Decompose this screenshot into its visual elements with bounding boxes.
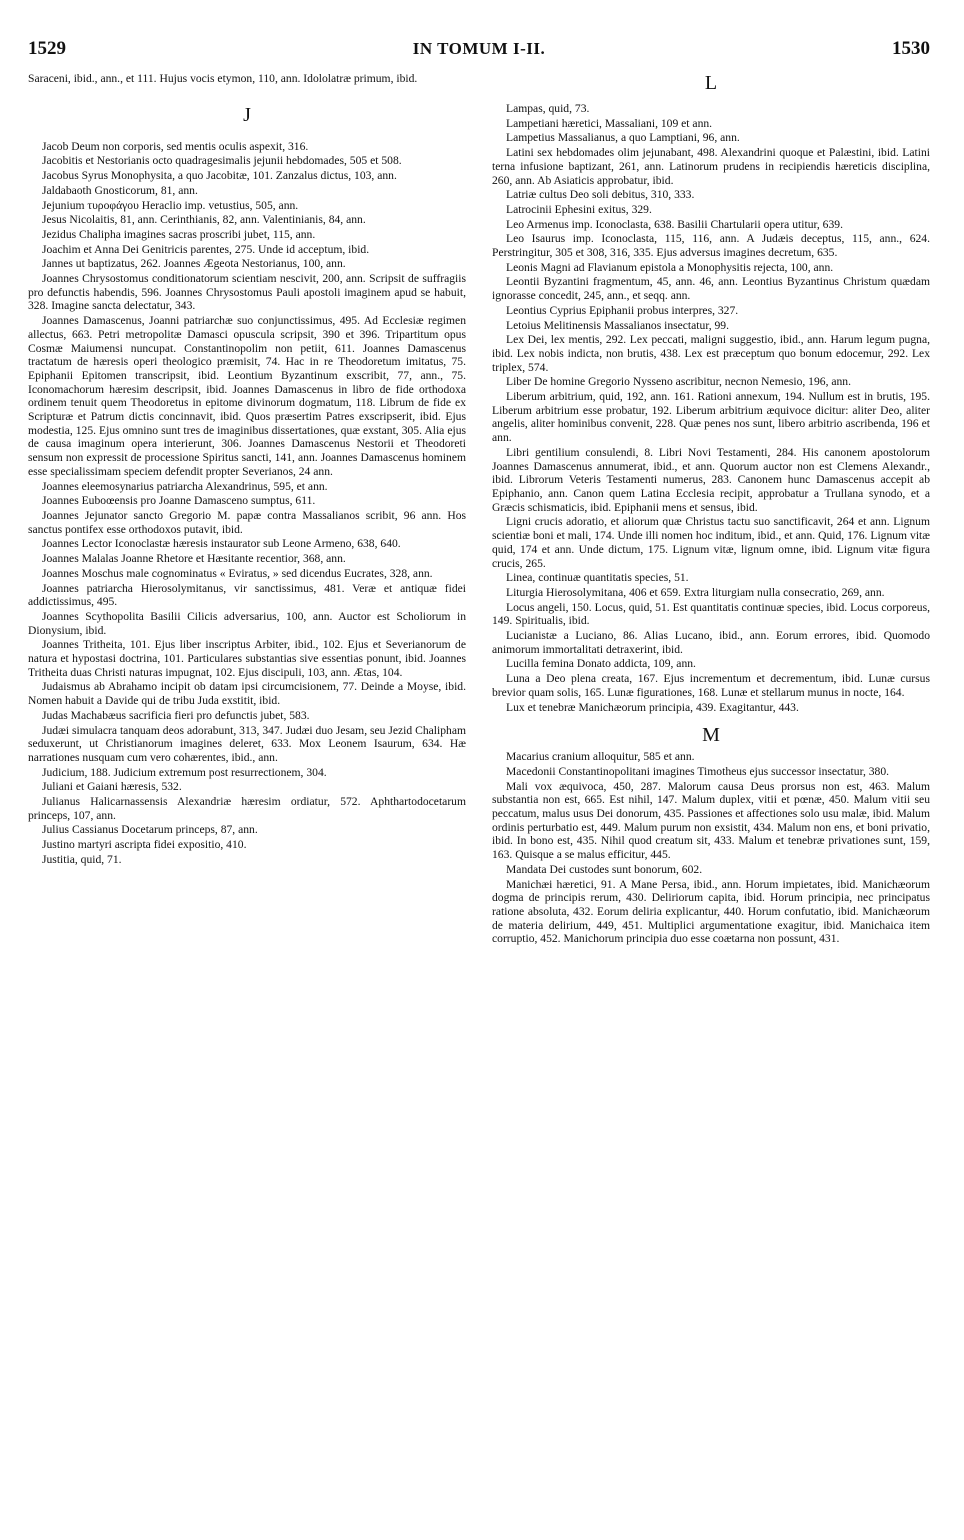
index-entry: Leontii Byzantini fragmentum, 45, ann. 46, ann. Leontius Byzantinus Christum quædam ignorasse concedit, 245, ann., et seqq. ann. <box>492 275 930 303</box>
index-entry: Judas Machabæus sacrificia fieri pro defunctis jubet, 583. <box>42 708 310 722</box>
section-letter: M <box>702 724 720 747</box>
index-entry: Jejunium τυροφάγου Heraclio imp. vetustius, 505, ann. <box>42 198 299 212</box>
index-entry: Ligni crucis adoratio, et aliorum quæ Christus tactu suo sanctificavit, 264 et ann. Lignum scientiæ boni et mali, 174. Unde illi nomen hoc inditum, ibid., et ann. Quid, 176. Lignum vitæ quid, 174 et ann. Unde dictum, 175. Lignum vitæ, lignum omne, ibid. Lignum vitæ figura crucis, 265. <box>492 515 930 570</box>
index-entry: Mali vox æquivoca, 450, 287. Malorum causa Deus prorsus non est, 463. Malum substantia non est, 665. Est nihil, 147. Malum duplex, vitii et pœnæ, 450. Malum vitii seu peccatum, malus usus Dei donorum, 435. Passiones et affectiones solo usu malæ, ibid. Malum ordinis perturbatio est, 449. Malum purum non exsistit, 434. Malum non ens, et boni privatio, ibid. In bono est, 435. Nihil quod creatum sit, 433. Malum et tenebræ privationes sunt, 159, 163. Quisque a se malus efficitur, 445. <box>492 779 930 862</box>
index-entry: Liturgia Hierosolymitana, 406 et 659. Extra liturgiam nulla consecratio, 269, ann. <box>506 585 885 599</box>
section-letter: J <box>243 103 251 126</box>
index-entry: Liberum arbitrium, quid, 192, ann. 161. Rationi annexum, 194. Nullum est in brutis, 195. Liberum arbitrium esse probatur, 192. Liberum arbitrium æquivoce dicitur: aliter Deo, aliter angelis, aliter hominibus convenit, 228. Quæ penes nos sunt, libero arbitrio ascribenda, 196 et ann. <box>492 390 930 445</box>
left-column <box>28 72 466 868</box>
page-number-left: 1529 <box>28 38 66 59</box>
index-entry: Jezidus Chalipha imagines sacras proscribi jubet, 115, ann. <box>42 227 316 241</box>
index-entry: Lux et tenebræ Manichæorum principia, 439. Exagitantur, 443. <box>506 700 799 714</box>
index-entry: Saraceni, ibid., ann., et 111. Hujus vocis etymon, 110, ann. Idololatræ primum, ibid. <box>28 72 418 85</box>
index-entry: Locus angeli, 150. Locus, quid, 51. Est quantitatis continuæ species, ibid. Locus corporeus, 149. Spiritualis, ibid. <box>492 600 930 628</box>
index-entry: Joannes Lector Iconoclastæ hæresis instaurator sub Leone Armeno, 638, 640. <box>42 537 401 551</box>
index-entry: Joachim et Anna Dei Genitricis parentes, 275. Unde id acceptum, ibid. <box>42 242 370 256</box>
index-entry: Justitia, quid, 71. <box>42 852 122 866</box>
index-entry: Jesus Nicolaitis, 81, ann. Cerinthianis, 82, ann. Valentinianis, 84, ann. <box>42 213 366 227</box>
index-entry: Latriæ cultus Deo soli debitus, 310, 333. <box>506 188 695 202</box>
index-entry: Letoius Melitinensis Massalianos insectatur, 99. <box>506 318 730 332</box>
index-entry: Joannes Jejunator sancto Gregorio M. papæ contra Massalianos scribit, 96 ann. Hos sanctus pontifex esse orthodoxos putavit, ibid. <box>28 508 466 536</box>
index-entry: Joannes Malalas Joanne Rhetore et Hæsitante recentior, 368, ann. <box>42 552 346 566</box>
index-entry: Luna a Deo plena creata, 167. Ejus incrementum et decrementum, ibid. Lunæ cursus brevior quam solis, 165. Lunæ figurationes, 168. Lunæ et stellarum munus in nocte, 164. <box>492 672 930 699</box>
index-entry: Judaismus ab Abrahamo incipit ob datam ipsi circumcisionem, 77. Deinde a Moyse, ibid. Nomen habuit a Davide qui de tribu Juda exstitit, ibid. <box>28 680 466 708</box>
section-letter: L <box>704 72 718 94</box>
index-entry: Joannes patriarcha Hierosolymitanus, vir sanctissimus, 481. Veræ et antiquæ fidei addictissimus, 495. <box>28 581 466 609</box>
index-entry: Jacob Deum non corporis, sed mentis oculis aspexit, 316. <box>42 139 309 153</box>
index-entry: Macarius cranium alloquitur, 585 et ann. <box>506 750 695 764</box>
index-entry: Juliani et Gaiani hæresis, 532. <box>42 780 182 794</box>
index-entry: Julius Cassianus Docetarum princeps, 87, ann. <box>42 823 258 837</box>
index-entry: Latini sex hebdomades olim jejunabant, 498. Alexandrini quoque et Palæstini, ibid. Latini terna infusione baptizant, 261, ann. Latinorum prudens in recipiendis hæreticis disciplina, 260, ann. Ab Asiaticis approbatur, ibid. <box>492 146 930 187</box>
index-entry: Libri gentilium consulendi, 8. Libri Novi Testamenti, 284. His canonem apostolorum Joannes Damascenus annumerat, ibid., et ann. Quorum auctor non est Clemens Alexandr., ibid. Librorum Veteris Testamenti numerus, 283. Canonem hunc Damascenus accepit ab Epiphanio, ann. Canon quem Latina Ecclesia recipit, approbatur a Trullana synodo, et a Græcis schismaticis, ibid. Epiphanii mens et sensus, ibid. <box>492 445 930 514</box>
index-entry: Justino martyri ascripta fidei expositio, 410. <box>42 838 247 852</box>
index-entry: Mandata Dei custodes sunt bonorum, 602. <box>506 862 703 876</box>
index-entry: Liber De homine Gregorio Nysseno ascribitur, necnon Nemesio, 196, ann. <box>506 375 852 389</box>
index-entry: Jaldabaoth Gnosticorum, 81, ann. <box>42 183 198 197</box>
index-entry: Joannes Tritheita, 101. Ejus liber inscriptus Arbiter, ibid., 102. Ejus et Severianorum de natura et hypostasi doctrina, 101. Particulares substantias sive essentias ponunt, ibid. Joannes Tritheita duas Christi naturas impugnat, 102. Ejus discipuli, 103, ann. Ætas, 104. <box>28 638 466 679</box>
index-entry: Latrocinii Ephesini exitus, 329. <box>506 202 652 216</box>
right-column <box>492 72 930 947</box>
index-entry: Lampas, quid, 73. <box>506 102 590 115</box>
page-number-right: 1530 <box>892 38 930 59</box>
index-entry: Lex Dei, lex mentis, 292. Lex peccati, maligni suggestio, ibid., ann. Harum legum pugna, ibid. Lex nobis indicta, non brutis, 438. Lex est præceptum quo bonum edocemur, 292. Lex triplex, 574. <box>492 333 930 374</box>
index-entry: Lampetius Massalianus, a quo Lamptiani, 96, ann. <box>506 131 740 145</box>
index-entry: Jannes ut baptizatus, 262. Joannes Ægeota Nestorianus, 100, ann. <box>42 257 346 271</box>
index-entry: Linea, continuæ quantitatis species, 51. <box>506 571 689 585</box>
index-entry: Leonis Magni ad Flavianum epistola a Monophysitis rejecta, 100, ann. <box>506 260 834 274</box>
index-entry: Jacobus Syrus Monophysita, a quo Jacobitæ, 101. Zanzalus dictus, 103, ann. <box>42 169 397 183</box>
page-header <box>28 38 930 62</box>
index-entry: Joannes Scythopolita Basilii Cilicis adversarius, 100, ann. Auctor est Scholiorum in Dionysium, ibid. <box>28 609 466 637</box>
index-entry: Joannes Moschus male cognominatus « Eviratus, » sed dicendus Eucrates, 328, ann. <box>42 566 433 580</box>
running-title: IN TOMUM I-II. <box>412 39 546 58</box>
index-entry: Joannes Damascenus, Joanni patriarchæ suo conjunctissimus, 495. Ad Ecclesiæ regimen allectus, 663. Petri metropolitæ Damasci opuscula scripsit, 390 et 396. Tripartitum opus Cosmæ Maiumensi nuncupat. Constantinopolim non petiit, 611. Joannes Damascenus tractatum de hæresis operi theologico præmisit, 74. Hac in re Theodoretum imitatus, 75. Epiphanii Epitomen transcripsit, ibid. Leontium Byzantinum exscribit, 77, ann., 75. Iconomachorum hæresim descripsit, ibid. Joannes Damascenus in libro de fide orthodoxa ordinem tenuit quem Theodoretus in epitome divinorum dogmatum, 118. Librum de fide ex Scripturæ et Patrum dictis concinnavit, ibid. Quos præsertim Patres exscripserit, ibid. Ejus modestia, 125. Ejus omnino sunt tres de imaginibus dissertationes, quæ exstant, 305. Alia ejus de causa imaginum opera interierunt, 306. Joannes Damascenus Nestorii et Theodoreti sensum non expressit de processione Spiritus sancti, 141, ann. Joannes Damascenus hominem esse specialissimam speciem defendit propter Severianos, 24 ann. <box>28 314 466 478</box>
index-entry: Judæi simulacra tanquam deos adorabunt, 313, 347. Judæi duo Jesam, seu Jezid Chalipham seduxerunt, ut Christianorum imagines deleret, 633. Mox Leonem Isaurum, 634. Hæ narrationes nusquam cum vero cohærentes, ibid., ann. <box>28 723 466 764</box>
index-entry: Leontius Cyprius Epiphanii probus interpres, 327. <box>506 303 739 317</box>
index-entry: Lucilla femina Donato addicta, 109, ann. <box>506 657 696 671</box>
index-entry: Leo Armenus imp. Iconoclasta, 638. Basilii Chartularii opera utitur, 639. <box>506 217 843 231</box>
index-entry: Joannes Chrysostomus conditionatorum scientiam nescivit, 200, ann. Scripsit de suffragiis pro defunctis habendis, 596. Joannes Chrysostomus Pauli apostoli imaginem apud se habuit, 328. Imagine sancta delectatur, 343. <box>28 272 466 313</box>
index-entry: Lucianistæ a Luciano, 86. Alias Lucano, ibid., ann. Eorum errores, ibid. Quomodo animorum immortalitati detraxerint, ibid. <box>492 629 930 656</box>
index-entry: Jacobitis et Nestorianis octo quadragesimalis jejunii hebdomades, 505 et 508. <box>42 154 402 168</box>
index-entry: Joannes eleemosynarius patriarcha Alexandrinus, 595, et ann. <box>42 479 328 493</box>
index-entry: Manichæi hæretici, 91. A Mane Persa, ibid., ann. Horum impietates, ibid. Manichæorum dogma de principis rerum, 430. Deliriorum capita, ibid. Horum principia, nec principatus ratione absoluta, 432. Eorum deliria explicantur, 440. Horum confutatio, ibid. Manichæorum de materia delirium, 449, 451. Multiplici argumentatione exagitur, ibid. Manichaica item corruptio, 452. Manichorum principia duo esse coætarna non possunt, 431. <box>492 877 930 946</box>
index-entry: Julianus Halicarnassensis Alexandriæ hæresim ordiatur, 572. Aphthartodocetarum princeps, 107, ann. <box>28 795 466 822</box>
index-entry: Joannes Euboœensis pro Joanne Damasceno sumptus, 611. <box>42 494 316 508</box>
index-entry: Leo Isaurus imp. Iconoclasta, 115, 116, ann. A Judæis deceptus, 115, ann., 624. Perstringitur, 305 et 308, 316, 335. Ejus adversus imagines decretum, 635. <box>492 232 930 260</box>
index-entry: Macedonii Constantinopolitani imagines Timotheus ejus successor insectatur, 380. <box>506 764 890 778</box>
index-entry: Judicium, 188. Judicium extremum post resurrectionem, 304. <box>42 765 327 779</box>
index-entry: Lampetiani hæretici, Massaliani, 109 et ann. <box>506 116 713 130</box>
